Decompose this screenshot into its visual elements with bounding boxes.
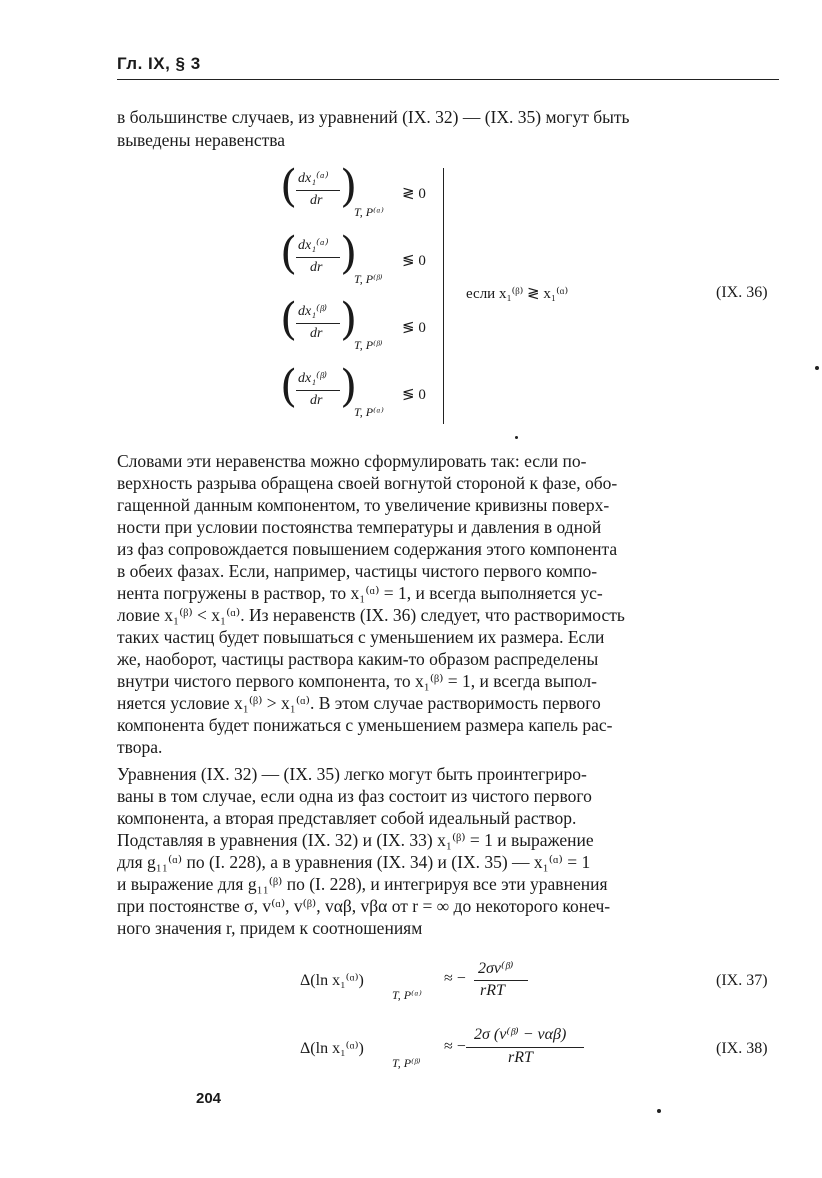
- text-line: же, наоборот, частицы раствора каким-то образом распределены: [117, 649, 599, 669]
- formula-38-lhs: Δ(ln x₁⁽ᵅ⁾): [300, 1040, 364, 1057]
- formula-37-lhs: Δ(ln x₁⁽ᵅ⁾): [300, 972, 364, 989]
- text-line: ваны в том случае, если одна из фаз состоит из чистого первого: [117, 786, 592, 806]
- text-line: ного значения r, придем к соотношениям: [117, 918, 423, 938]
- text-line: ности при условии постоянства температуры и давления в одной: [117, 517, 602, 537]
- header-rule: [117, 79, 779, 80]
- page-number: 204: [196, 1090, 222, 1107]
- text-line: таких частиц будет повышаться с уменьшением их размера. Если: [117, 627, 605, 647]
- paren-left: (: [280, 361, 298, 412]
- fraction-bar: [474, 980, 528, 981]
- paren-right: ): [340, 161, 358, 212]
- ineq-2-numerator: dx₁⁽ᵅ⁾: [298, 238, 329, 253]
- text-line: в обеих фазах. Если, например, частицы чистого первого компо-: [117, 561, 598, 581]
- running-head: Гл. IX, § 3: [117, 54, 201, 73]
- paren-left: (: [280, 294, 298, 345]
- paren-right: ): [340, 294, 358, 345]
- text-line: и выражение для g₁₁⁽ᵝ⁾ по (I. 228), и интегрируя все эти уравнения: [117, 874, 608, 894]
- text-line: ловие x₁⁽ᵝ⁾ < x₁⁽ᵅ⁾. Из неравенств (IX. 36) следует, что растворимость: [117, 605, 625, 625]
- ineq-4-numerator: dx₁⁽ᵝ⁾: [298, 371, 327, 386]
- paren-right: ): [340, 228, 358, 279]
- formula-38-approx: ≈ −: [444, 1038, 466, 1055]
- text-line: твора.: [117, 737, 163, 757]
- formula-38-numerator: 2σ (v⁽ᵝ⁾ − vαβ): [474, 1026, 567, 1043]
- ineq-4-subscript: T, P⁽ᵅ⁾: [354, 405, 384, 419]
- text-line: гащенной данным компонентом, то увеличение кривизны поверх-: [117, 495, 610, 515]
- fraction-bar: [296, 390, 340, 391]
- ineq-4-denominator: dr: [310, 393, 323, 408]
- ineq-2-subscript: T, P⁽ᵝ⁾: [354, 272, 383, 286]
- fraction-bar: [296, 323, 340, 324]
- scan-speck: [515, 436, 518, 439]
- ineq-1-denominator: dr: [310, 193, 323, 208]
- ineq-2-denominator: dr: [310, 260, 323, 275]
- condition-bar: [443, 168, 444, 424]
- formula-37-lhs-subscript: T, P⁽ᵅ⁾: [392, 988, 422, 1002]
- text-line: Подставляя в уравнения (IX. 32) и (IX. 33) x₁⁽ᵝ⁾ = 1 и выражение: [117, 830, 594, 850]
- text-line: компонента будет понижаться с уменьшением размера капель рас-: [117, 715, 613, 735]
- paren-left: (: [280, 161, 298, 212]
- ineq-1-subscript: T, P⁽ᵅ⁾: [354, 205, 384, 219]
- text-line: компонента, а вторая представляет собой идеальный раствор.: [117, 808, 577, 828]
- ineq-3-numerator: dx₁⁽ᵝ⁾: [298, 304, 327, 319]
- paren-right: ): [340, 361, 358, 412]
- intro-line-2: выведены неравенства: [117, 130, 286, 150]
- ineq-1-numerator: dx₁⁽ᵅ⁾: [298, 171, 329, 186]
- paren-left: (: [280, 228, 298, 279]
- text-line: няется условие x₁⁽ᵝ⁾ > x₁⁽ᵅ⁾. В этом случае растворимость первого: [117, 693, 601, 713]
- formula-37-denominator: rRT: [480, 982, 505, 999]
- ineq-4-relation: ≶ 0: [402, 387, 426, 403]
- formula-37-numerator: 2σv⁽ᵝ⁾: [478, 960, 514, 977]
- equation-number-36: (IX. 36): [716, 284, 768, 301]
- inequality-condition: если x₁⁽ᵝ⁾ ≷ x₁⁽ᵅ⁾: [466, 286, 569, 302]
- formula-38-denominator: rRT: [508, 1049, 533, 1066]
- text-line: при постоянстве σ, v⁽ᵅ⁾, v⁽ᵝ⁾, vαβ, vβα от r = ∞ до некоторого конеч-: [117, 896, 611, 916]
- text-line: из фаз сопровождается повышением содержания этого компонента: [117, 539, 618, 559]
- fraction-bar: [296, 257, 340, 258]
- text-line: Словами эти неравенства можно сформулировать так: если по-: [117, 451, 587, 471]
- text-line: верхность разрыва обращена своей вогнутой стороной к фазе, обо-: [117, 473, 618, 493]
- fraction-bar: [296, 190, 340, 191]
- fraction-bar: [466, 1047, 584, 1048]
- text-line: для g₁₁⁽ᵅ⁾ по (I. 228), а в уравнения (IX. 34) и (IX. 35) — x₁⁽ᵅ⁾ = 1: [117, 852, 591, 872]
- intro-line-1: в большинстве случаев, из уравнений (IX. 32) — (IX. 35) могут быть: [117, 107, 630, 127]
- equation-number-37: (IX. 37): [716, 972, 768, 989]
- scan-speck: [815, 366, 819, 370]
- ineq-3-subscript: T, P⁽ᵝ⁾: [354, 338, 383, 352]
- text-line: внутри чистого первого компонента, то x₁⁽ᵝ⁾ = 1, и всегда выпол-: [117, 671, 597, 691]
- ineq-1-relation: ≷ 0: [402, 186, 426, 202]
- formula-37-approx: ≈ −: [444, 970, 466, 987]
- equation-number-38: (IX. 38): [716, 1040, 768, 1057]
- scan-speck: [657, 1109, 661, 1113]
- text-line: Уравнения (IX. 32) — (IX. 35) легко могут быть проинтегриро-: [117, 764, 587, 784]
- text-line: нента погружены в раствор, то x₁⁽ᵅ⁾ = 1, и всегда выполняется ус-: [117, 583, 603, 603]
- formula-38-lhs-subscript: T, P⁽ᵝ⁾: [392, 1056, 421, 1070]
- ineq-3-relation: ≶ 0: [402, 320, 426, 336]
- ineq-3-denominator: dr: [310, 326, 323, 341]
- ineq-2-relation: ≶ 0: [402, 253, 426, 269]
